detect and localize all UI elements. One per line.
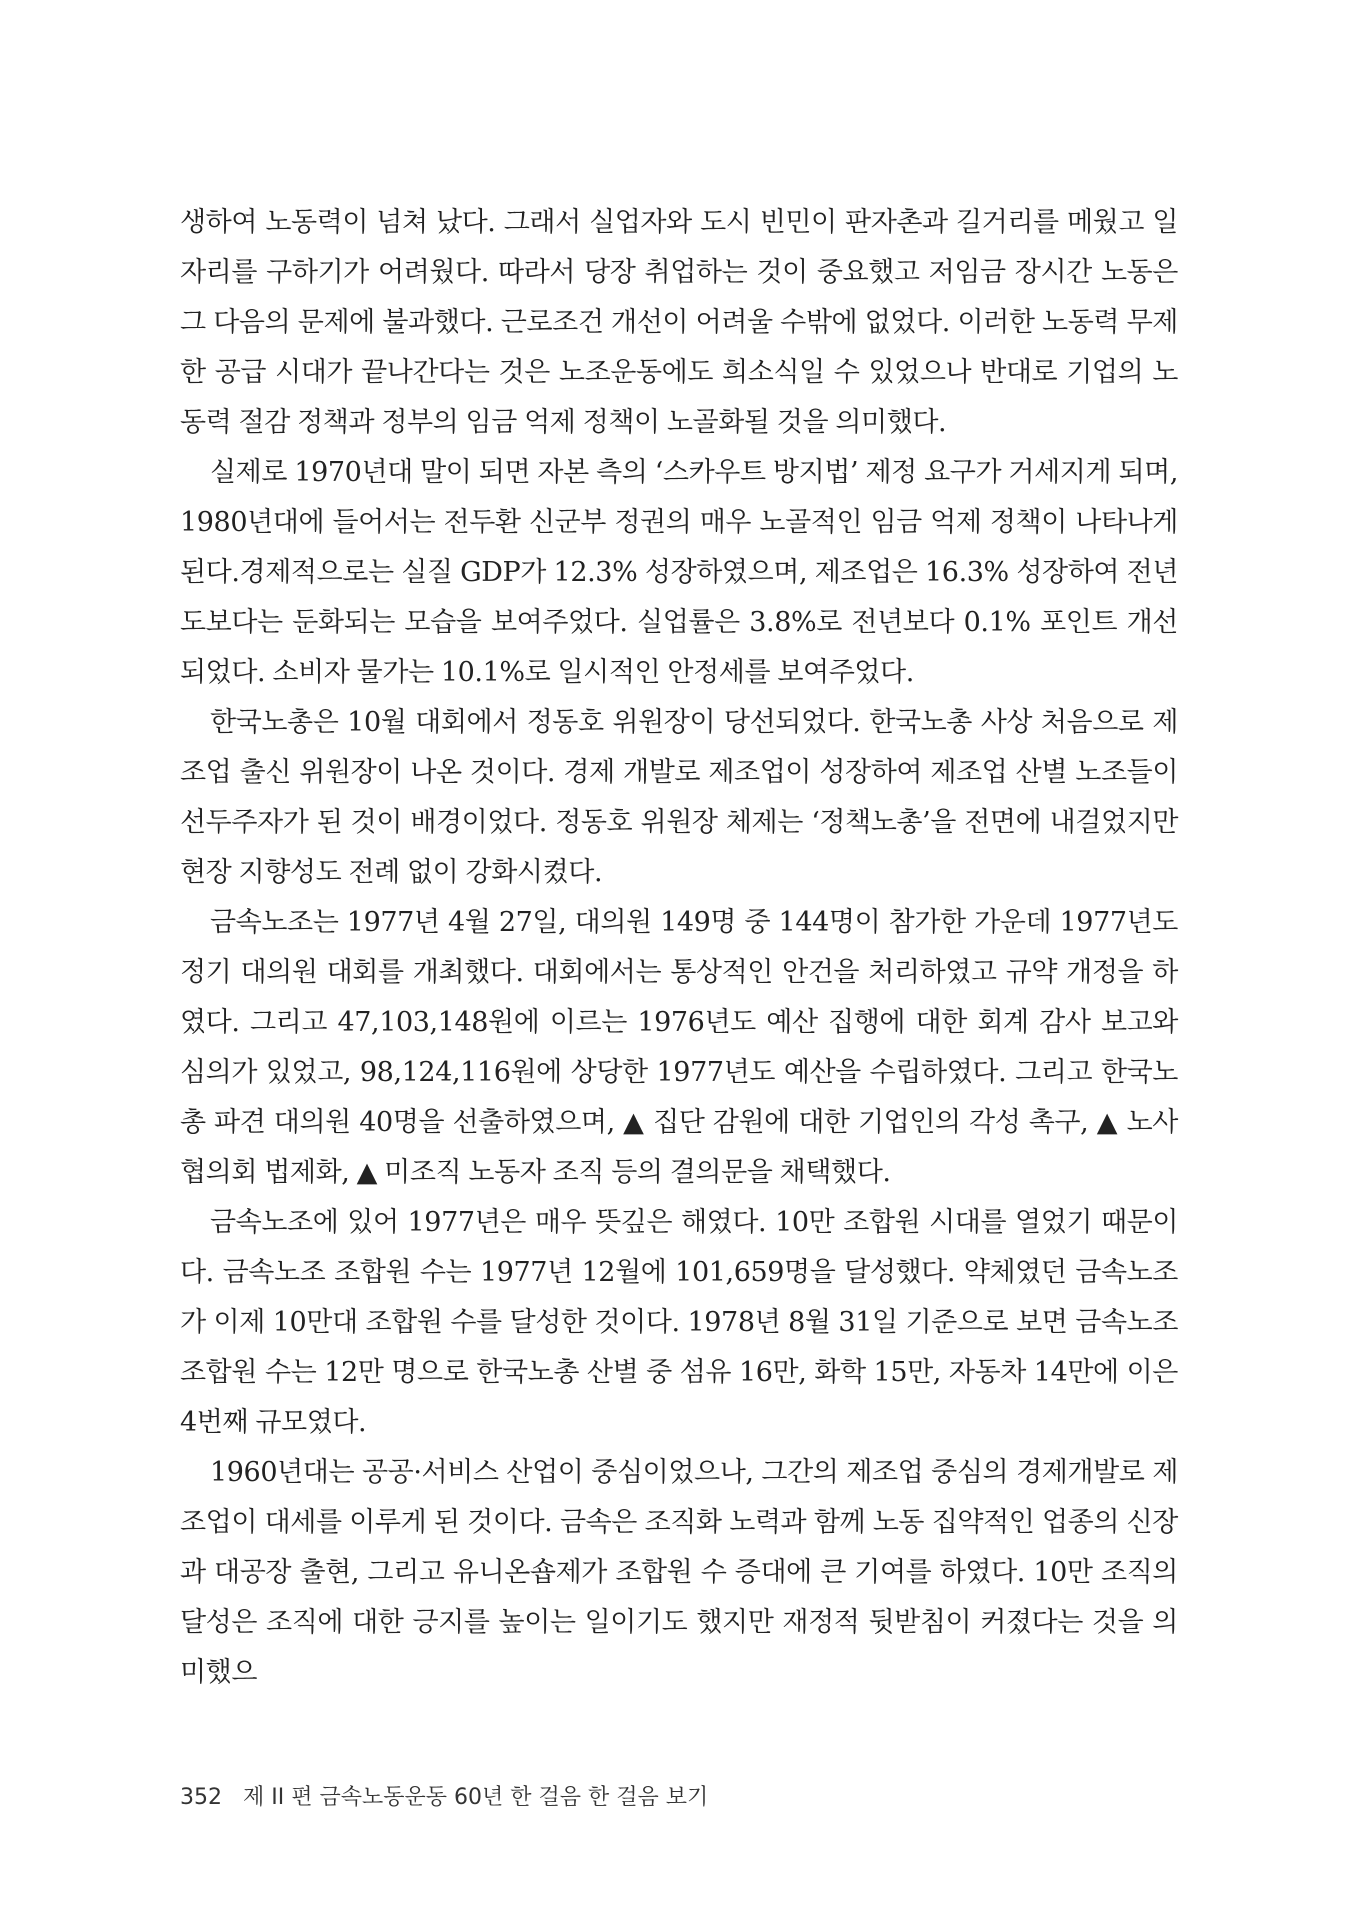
paragraph-4: 금속노조는 1977년 4월 27일, 대의원 149명 중 144명이 참가한 가운데 1977년도 정기 대의원 대회를 개최했다. 대회에서는 통상적인 안건을 처리하였고 규약 개정을 하였다. 그리고 47,103,148원에 이르는 1976년도 예산 집행에 대한 회계 감사 보고와 심의가 있었고, 98,124,116원에 상당한 1977년도 예산을 수립하였다. 그리고 한국노총 파견 대의원 40명을 선출하였으며, ▲ 집단 감원에 대한 기업인의 각성 촉구, ▲ 노사협의회 법제화, ▲ 미조직 노동자 조직 등의 결의문을 채택했다. — [180, 907, 1178, 1188]
page-footer — [180, 1780, 708, 1811]
paragraph-6: 1960년대는 공공·서비스 산업이 중심이었으나, 그간의 제조업 중심의 경제개발로 제조업이 대세를 이루게 된 것이다. 금속은 조직화 노력과 함께 노동 집약적인 업종의 신장과 대공장 출현, 그리고 유니온숍제가 조합원 수 증대에 큰 기여를 하였다. 10만 조직의 달성은 조직에 대한 긍지를 높이는 일이기도 했지만 재정적 뒷받침이 커졌다는 것을 의미했으 — [180, 1457, 1178, 1688]
page-body — [180, 198, 1178, 1698]
paragraph-2: 실제로 1970년대 말이 되면 자본 측의 ‘스카우트 방지법’ 제정 요구가 거세지게 되며, 1980년대에 들어서는 전두환 신군부 정권의 매우 노골적인 임금 억제 정책이 나타나게 된다.경제적으로는 실질 GDP가 12.3% 성장하였으며, 제조업은 16.3% 성장하여 전년도보다는 둔화되는 모습을 보여주었다. 실업률은 3.8%로 전년보다 0.1% 포인트 개선되었다. 소비자 물가는 10.1%로 일시적인 안정세를 보여주었다. — [180, 457, 1178, 688]
page-number: 352 — [180, 1785, 222, 1810]
paragraph-5: 금속노조에 있어 1977년은 매우 뜻깊은 해였다. 10만 조합원 시대를 열었기 때문이다. 금속노조 조합원 수는 1977년 12월에 101,659명을 달성했다. 약체였던 금속노조가 이제 10만대 조합원 수를 달성한 것이다. 1978년 8월 31일 기준으로 보면 금속노조 조합원 수는 12만 명으로 한국노총 산별 중 섬유 16만, 화학 15만, 자동차 14만에 이은 4번째 규모였다. — [180, 1207, 1178, 1438]
paragraph-3: 한국노총은 10월 대회에서 정동호 위원장이 당선되었다. 한국노총 사상 처음으로 제조업 출신 위원장이 나온 것이다. 경제 개발로 제조업이 성장하여 제조업 산별 노조들이 선두주자가 된 것이 배경이었다. 정동호 위원장 체제는 ‘정책노총’을 전면에 내걸었지만 현장 지향성도 전례 없이 강화시켰다. — [180, 707, 1178, 888]
paragraph-1: 생하여 노동력이 넘쳐 났다. 그래서 실업자와 도시 빈민이 판자촌과 길거리를 메웠고 일자리를 구하기가 어려웠다. 따라서 당장 취업하는 것이 중요했고 저임금 장시간 노동은 그 다음의 문제에 불과했다. 근로조건 개선이 어려울 수밖에 없었다. 이러한 노동력 무제한 공급 시대가 끝나간다는 것은 노조운동에도 희소식일 수 있었으나 반대로 기업의 노동력 절감 정책과 정부의 임금 억제 정책이 노골화될 것을 의미했다. — [180, 207, 1178, 438]
running-section-title: 제 II 편 금속노동운동 60년 한 걸음 한 걸음 보기 — [243, 1785, 709, 1810]
